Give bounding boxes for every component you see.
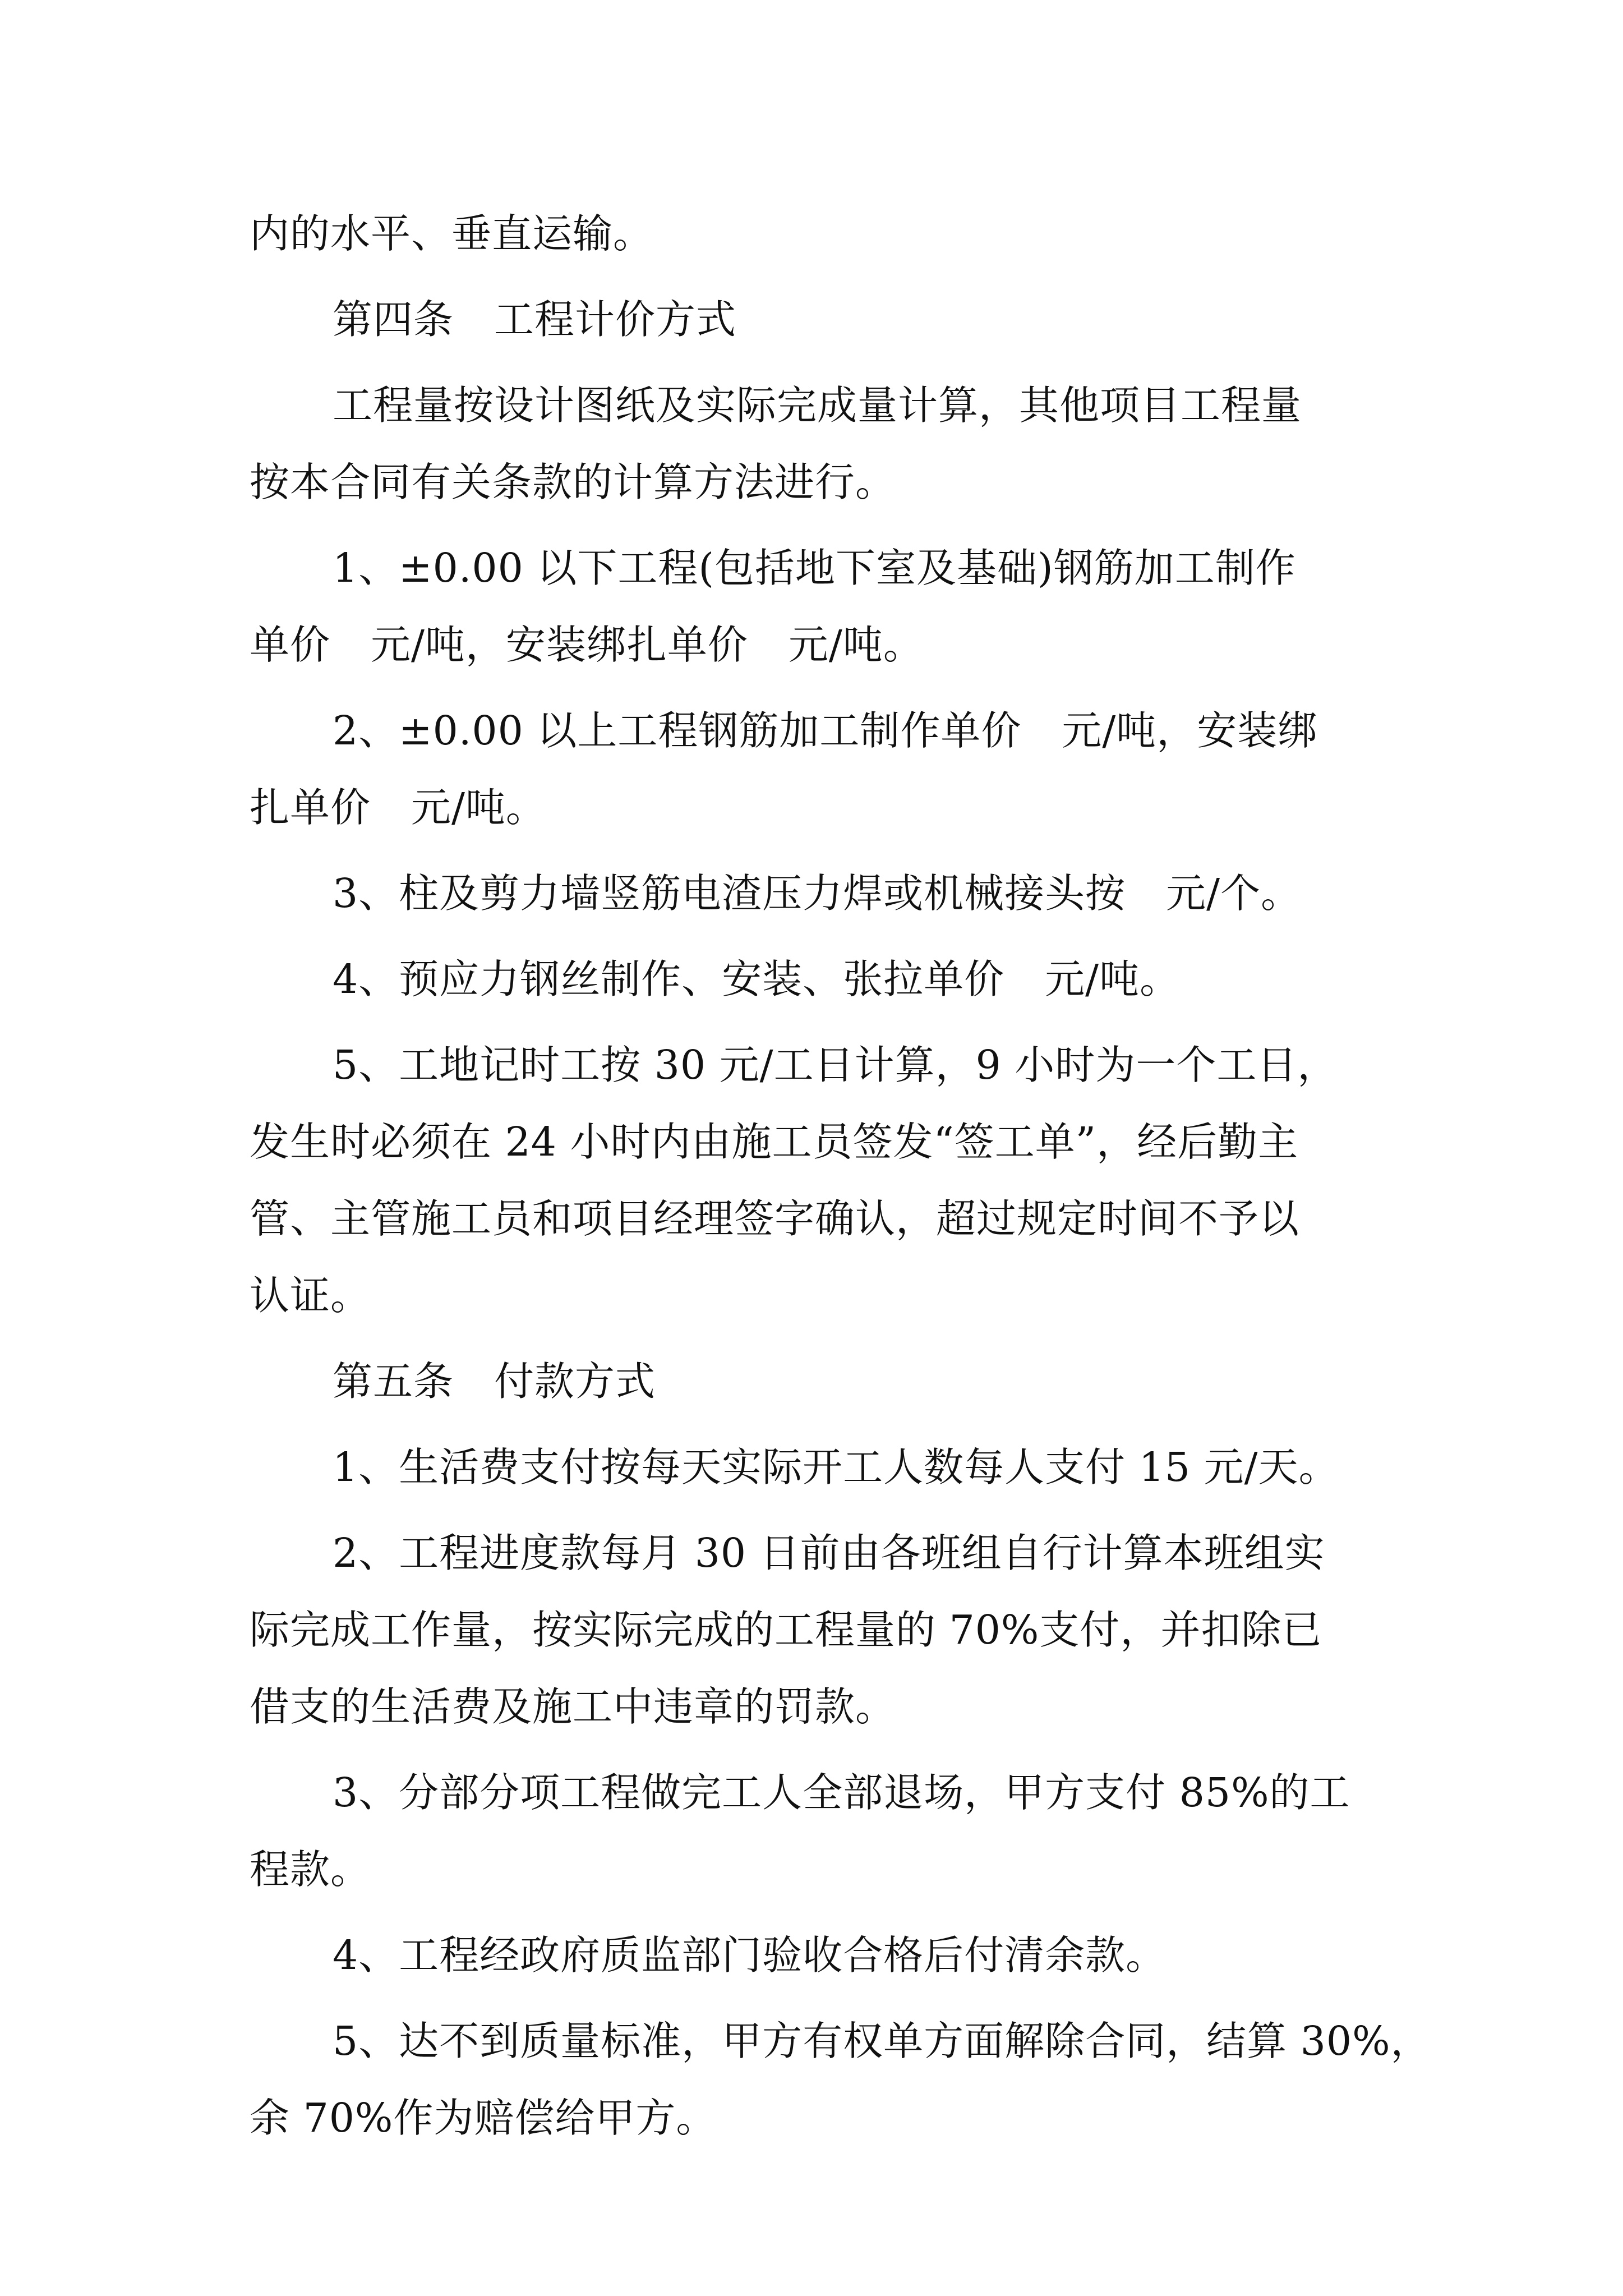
text-line: 借支的生活费及施工中违章的罚款。 [250,1683,896,1730]
text-line: 4、预应力钢丝制作、安装、张拉单价 元/吨。 [333,956,1181,1002]
text-line: 5、工地记时工按 30 元/工日计算，9 小时为一个工日， [333,1042,1338,1088]
text-line: 发生时必须在 24 小时内由施工员签发“签工单”，经后勤主 [250,1119,1299,1165]
text-line: 2、±0.00 以上工程钢筋加工制作单价 元/吨，安装绑 [333,707,1318,754]
text-line: 按本合同有关条款的计算方法进行。 [250,459,896,505]
text-line: 余 70%作为赔偿给甲方。 [250,2095,717,2141]
text-line: 4、工程经政府质监部门验收合格后付清余款。 [333,1932,1166,1978]
section-heading: 第五条 付款方式 [333,1358,656,1405]
text-line: 认证。 [250,1272,371,1319]
text-line: 5、达不到质量标准，甲方有权单方面解除合同，结算 30%， [333,2018,1431,2064]
text-line: 1、±0.00 以下工程(包括地下室及基础)钢筋加工制作 [333,545,1296,591]
text-line: 3、分部分项工程做完工人全部退场，甲方支付 85%的工 [333,1769,1350,1816]
text-line: 工程量按设计图纸及实际完成量计算，其他项目工程量 [333,382,1302,429]
text-line: 际完成工作量，按实际完成的工程量的 70%支付，并扣除已 [250,1607,1322,1653]
text-line: 内的水平、垂直运输。 [250,210,654,257]
text-line: 3、柱及剪力墙竖筋电渣压力焊或机械接头按 元/个。 [333,870,1302,917]
section-heading: 第四条 工程计价方式 [333,296,737,343]
text-line: 扎单价 元/吨。 [250,784,546,831]
text-line: 管、主管施工员和项目经理签字确认，超过规定时间不予以 [250,1195,1300,1242]
text-line: 1、生活费支付按每天实际开工人数每人支付 15 元/天。 [333,1444,1339,1490]
text-line: 程款。 [250,1846,371,1893]
text-line: 单价 元/吨，安装绑扎单价 元/吨。 [250,622,924,668]
text-line: 2、工程进度款每月 30 日前由各班组自行计算本班组实 [333,1530,1325,1576]
